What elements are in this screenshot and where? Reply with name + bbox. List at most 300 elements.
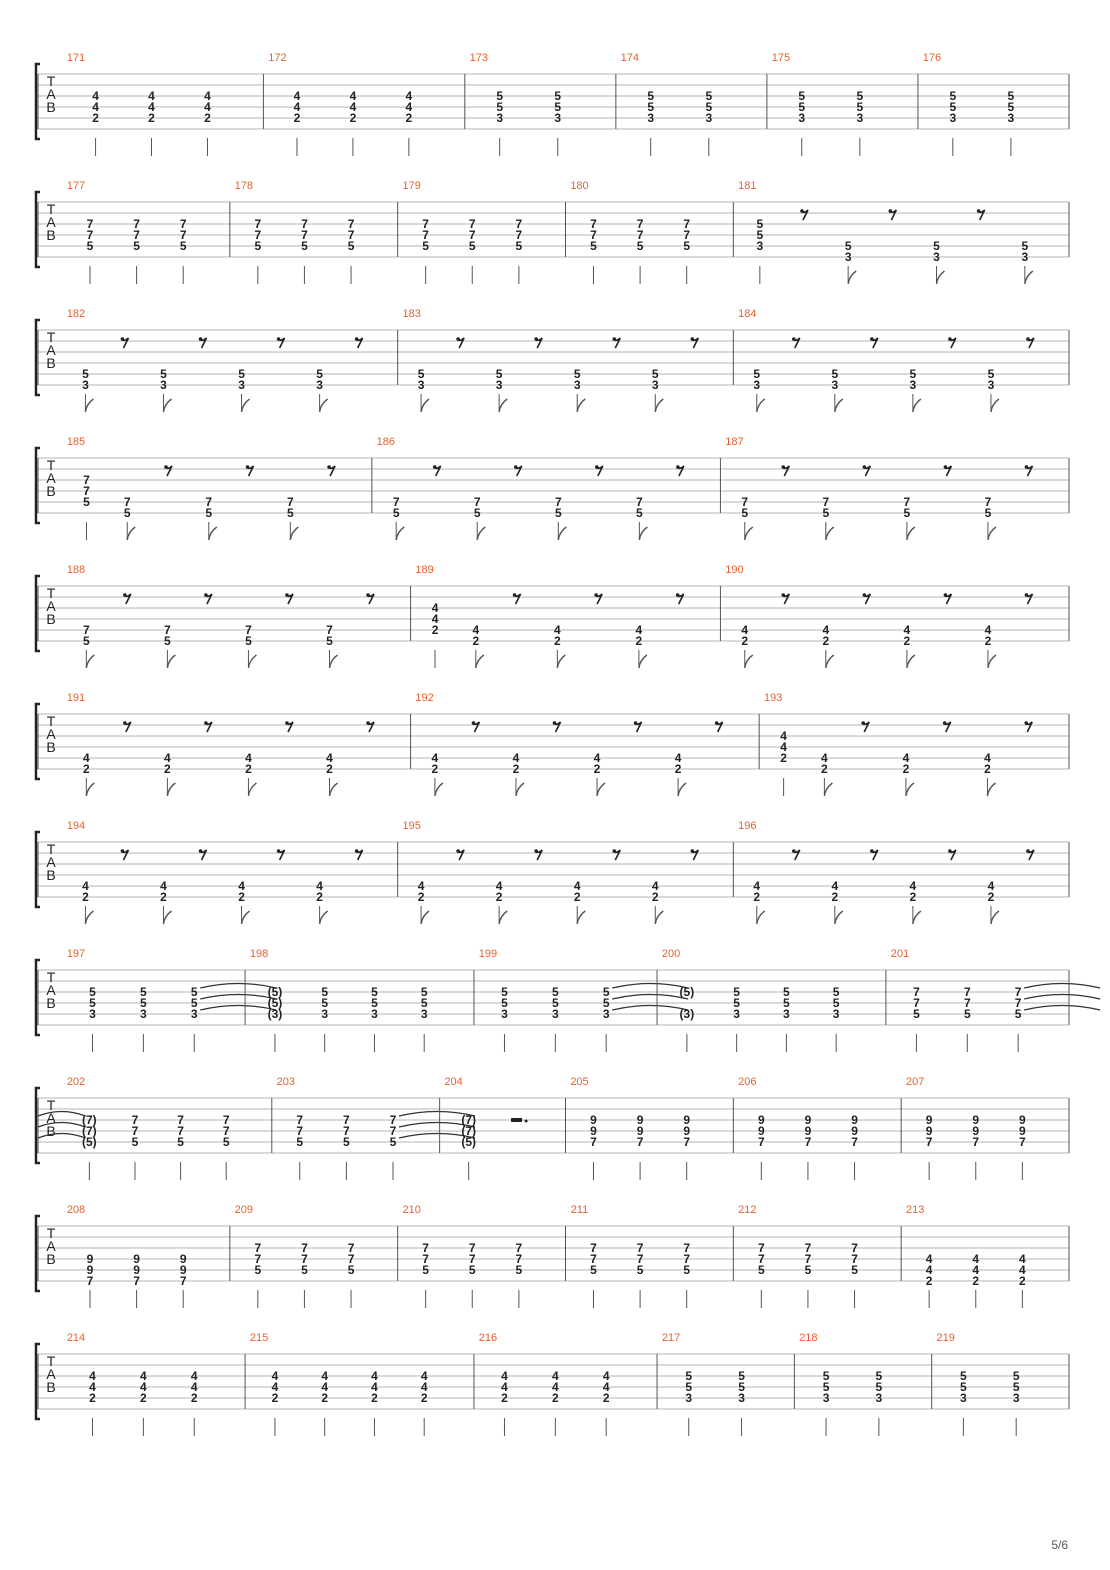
fret-number: 7 [683,1135,691,1149]
note-flag [516,783,524,796]
fret-number: 4 [472,623,480,637]
measure-number: 188 [66,564,86,576]
note-flag [757,399,765,412]
fret-number: 7 [683,228,691,242]
measure-number: 214 [66,1332,86,1344]
note-flag [86,783,94,796]
note-flag [577,911,585,924]
fret-number: 4 [822,623,830,637]
fret-number: 5 [82,367,89,381]
fret-number: 2 [204,111,211,125]
note-flag [678,783,686,796]
tab-system [36,52,1069,156]
note-flag [835,911,843,924]
note-flag [85,911,93,924]
fret-number: 5 [733,996,740,1010]
note-flag [906,783,914,796]
fret-number: 5 [190,996,198,1010]
fret-number: 4 [573,879,581,893]
fret-number: 7 [683,217,691,231]
rest-dot [513,593,517,597]
fret-number: 5 [822,1369,830,1383]
fret-number: 4 [635,623,643,637]
measure-number: 191 [66,692,86,704]
fret-number: 3 [844,250,852,264]
fret-number: 3 [651,378,659,392]
rest-dot [534,849,538,853]
fret-number: 5 [756,228,764,242]
fret-number: 4 [316,879,323,893]
measure-number: 182 [66,308,86,320]
fret-number: 5 [903,506,911,520]
fret-number: 5 [551,985,559,999]
measure [891,948,1100,1052]
fret-number: 5 [987,367,995,381]
fret-number: 7 [205,495,213,509]
measure [277,1076,475,1180]
fret-number: 5 [326,634,333,648]
rest-dot [691,337,695,341]
fret-number: 5 [222,1135,230,1149]
rest-dot [204,593,208,597]
fret-number: 7 [347,1252,355,1266]
fret-number: 3 [602,1007,610,1021]
fret-number: 7 [422,1252,429,1266]
fret-number: 2 [822,634,830,648]
fret-number: 2 [651,890,659,904]
fret-number: 7 [301,228,308,242]
fret-number: 7 [636,1135,644,1149]
tab-system [36,564,1069,668]
measure-number: 209 [234,1204,254,1216]
fret-number: 9 [851,1113,858,1127]
fret-number: 5 [832,996,840,1010]
fret-number: 5 [321,996,329,1010]
measure [250,948,474,1052]
fret-number: 5 [347,239,355,253]
rest-dot [781,593,785,597]
fret-number: 7 [301,1241,308,1255]
fret-number: 5 [179,239,187,253]
fret-number: 2 [551,1391,559,1405]
measure [738,308,1069,412]
fret-number: 7 [86,217,94,231]
fret-number: 3 [756,239,764,253]
fret-number: 7 [913,996,920,1010]
rest-dot [456,337,460,341]
fret-number: 4 [89,1380,96,1394]
fret-number: 2 [984,762,991,776]
fret-number: 7 [133,217,140,231]
fret-number: (5) [461,1135,477,1149]
tab-clef-letter: B [46,483,56,499]
tab-clef-letter: T [46,585,56,601]
fret-number: 4 [501,1369,508,1383]
fret-number: 5 [347,1263,355,1277]
fret-number: 2 [371,1391,378,1405]
note-flag [330,783,338,796]
tab-clef-letter: T [46,713,56,729]
fret-number: 4 [140,1380,147,1394]
tab-system [36,1332,1069,1436]
fret-number: 5 [1012,1380,1020,1394]
fret-number: 7 [254,228,262,242]
fret-number: 5 [371,985,378,999]
measure-number: 218 [799,1332,818,1344]
tab-clef-letter: B [46,867,56,883]
rest-dot [870,337,874,341]
fret-number: 4 [293,100,301,114]
fret-number: 3 [753,378,761,392]
fret-number: 9 [757,1113,765,1127]
measure-number: 176 [922,52,942,64]
tab-clef-letter: T [46,457,56,473]
fret-number: 5 [82,634,90,648]
fret-number: 4 [293,89,301,103]
fret-number: 2 [780,751,787,765]
fret-number: 4 [89,1369,96,1383]
fret-number: 7 [757,1252,765,1266]
fret-number: 7 [851,1135,858,1149]
fret-number: 3 [933,250,940,264]
fret-number: 5 [392,506,400,520]
fret-number: 5 [756,217,764,231]
rest-dot [944,593,948,597]
measure-number: 200 [661,948,681,960]
tie-arc [38,1112,85,1117]
fret-number: 7 [903,495,911,509]
fret-number: 5 [960,1369,967,1383]
note-flag [435,783,443,796]
measure [662,948,886,1052]
note-flag [913,399,921,412]
rest-dot [1026,337,1030,341]
measure [571,1204,734,1308]
rest-dot [246,465,250,469]
fret-number: 5 [647,100,655,114]
fret-number: 3 [832,1007,840,1021]
fret-number: 3 [783,1007,790,1021]
fret-number: 9 [179,1252,187,1266]
fret-number: 5 [1007,100,1015,114]
fret-number: 3 [909,378,917,392]
measure-number: 184 [738,308,757,320]
fret-number: 5 [501,996,508,1010]
fret-number: 7 [83,473,90,487]
note-flag [421,399,429,412]
rest-dot [123,721,127,725]
fret-number: 4 [140,1369,147,1383]
fret-number: 3 [875,1391,883,1405]
fret-number: 7 [963,996,971,1010]
fret-number: 7 [245,623,252,637]
fret-number: 7 [347,1241,355,1255]
tie-arc [200,995,276,1000]
fret-number: 7 [179,1274,187,1288]
fret-number: 2 [316,890,323,904]
fret-number: (5) [267,996,283,1010]
fret-number: 5 [798,100,806,114]
fret-number: 4 [551,1380,559,1394]
rest-dot [472,721,476,725]
fret-number: 2 [909,890,917,904]
fret-number: 2 [140,1391,147,1405]
rest-dot [948,849,952,853]
fret-number: 3 [321,1007,329,1021]
measure [738,180,1069,284]
fret-number: 9 [590,1113,597,1127]
fret-number: 7 [389,1113,397,1127]
fret-number: 5 [705,89,713,103]
fret-number: 2 [554,634,561,648]
measure-number: 216 [478,1332,498,1344]
fret-number: 5 [131,1135,139,1149]
fret-number: 5 [417,367,425,381]
fret-number: 2 [271,1391,279,1405]
measure [67,52,264,156]
rest-dot [525,1120,528,1123]
fret-number: 5 [296,1135,304,1149]
measure [67,820,398,924]
fret-number: 4 [405,100,413,114]
fret-number: 3 [140,1007,147,1021]
fret-number: 9 [636,1113,644,1127]
fret-number: 2 [431,762,439,776]
rest-dot [433,465,437,469]
tie-arc [612,984,688,989]
fret-number: 3 [495,378,503,392]
note-flag [290,527,298,540]
fret-number: 4 [417,879,425,893]
fret-number: 5 [515,239,523,253]
fret-number: 5 [321,985,329,999]
fret-number: 7 [515,217,523,231]
fret-number: 5 [554,506,562,520]
note-flag [330,655,338,668]
note-flag [242,399,250,412]
measure-number: 172 [268,52,287,64]
fret-number: 5 [913,1007,920,1021]
note-flag [248,655,256,668]
fret-number: 4 [271,1380,279,1394]
fret-number: 5 [636,506,643,520]
fret-number: 7 [468,217,476,231]
fret-number: 3 [949,111,957,125]
fret-number: 4 [321,1380,329,1394]
fret-number: (3) [679,1007,695,1021]
fret-number: 5 [245,634,252,648]
fret-number: 2 [238,890,245,904]
tab-clef-letter: B [46,227,56,243]
rest-dot [121,849,125,853]
measure-number: 206 [738,1076,757,1088]
rest-dot [277,849,281,853]
measure [67,692,411,796]
measure [738,820,1069,924]
fret-number: 5 [856,100,864,114]
note-flag [639,655,647,668]
rest-dot [1025,593,1029,597]
fret-number: 7 [683,1252,691,1266]
fret-number: 5 [389,1135,397,1149]
fret-number: 5 [733,985,740,999]
fret-number: 7 [963,985,971,999]
fret-number: 5 [164,634,171,648]
fret-number: 7 [804,1241,812,1255]
fret-number: 5 [738,1380,745,1394]
fret-number: 4 [741,623,749,637]
tab-clef-letter: A [46,1238,56,1254]
tab-clef-letter: B [46,739,56,755]
rest-dot [366,721,370,725]
fret-number: 5 [420,996,428,1010]
note-flag [167,655,175,668]
measure [67,180,230,284]
rest-dot [121,337,125,341]
fret-number: 9 [972,1124,980,1138]
measure [67,948,276,1052]
fret-number: 5 [495,367,503,381]
fret-number: 7 [296,1113,304,1127]
fret-number: 5 [286,506,294,520]
fret-number: 7 [683,1241,691,1255]
fret-number: 3 [705,111,713,125]
fret-number: 2 [148,111,155,125]
rest-dot [800,209,804,213]
tie-arc [612,995,688,1000]
fret-number: 2 [987,890,995,904]
measure [479,1332,657,1436]
fret-number: 9 [179,1263,187,1277]
fret-number: 3 [960,1391,967,1405]
fret-number: 9 [683,1124,691,1138]
note-flag [85,399,93,412]
note-flag [655,911,663,924]
rest-dot [612,849,616,853]
measure-number: 198 [249,948,269,960]
fret-number: 7 [468,1241,476,1255]
tab-clef-letter: A [46,854,56,870]
measure-number: 181 [738,180,757,192]
tab-clef-letter: A [46,982,56,998]
fret-number: 5 [798,89,806,103]
fret-number: 2 [984,634,992,648]
fret-number: 4 [602,1369,610,1383]
fret-number: 9 [133,1263,140,1277]
fret-number: 3 [647,111,655,125]
fret-number: 3 [831,378,839,392]
measure-number: 219 [936,1332,955,1344]
measure [923,52,1069,156]
fret-number: 5 [83,495,90,509]
note-flag [86,655,94,668]
fret-number: 5 [205,506,213,520]
measure-number: 197 [66,948,86,960]
measure [402,308,733,412]
rest-dot [355,849,359,853]
measure-number: 203 [276,1076,295,1088]
fret-number: 3 [987,378,995,392]
measure [799,1332,931,1436]
note-flag [835,399,843,412]
fret-number: 3 [190,1007,198,1021]
rest-dot [366,593,370,597]
fret-number: 7 [133,228,140,242]
fret-number: 7 [179,217,187,231]
note-flag [557,655,565,668]
measure-number: 192 [415,692,434,704]
fret-number: (5) [82,1135,97,1149]
fret-number: 5 [496,100,504,114]
rest-dot [691,849,695,853]
fret-number: 7 [804,1252,812,1266]
note-flag [1025,271,1033,284]
rest-dot [948,337,952,341]
measure [570,1076,733,1180]
tab-system [36,1204,1069,1308]
fret-number: 2 [245,762,252,776]
fret-number: 2 [89,1391,96,1405]
fret-number: 5 [86,239,94,253]
rest-dot [634,721,638,725]
fret-number: 7 [83,484,90,498]
fret-number: 4 [903,623,911,637]
note-flag [655,399,663,412]
fret-number: 5 [371,996,378,1010]
fret-number: 7 [590,1135,597,1149]
rest-dot [456,849,460,853]
tab-clef-letter: T [46,1097,56,1113]
note-flag [745,527,753,540]
measure [906,1076,1069,1180]
fret-number: 2 [674,762,682,776]
fret-number: 5 [844,239,852,253]
fret-number: 4 [972,1263,980,1277]
fret-number: 3 [856,111,864,125]
fret-number: 2 [431,623,439,637]
fret-number: 3 [316,378,323,392]
measure-number: 178 [234,180,254,192]
note-flag [320,399,328,412]
fret-number: 5 [140,985,147,999]
tab-clef-letter: A [46,1366,56,1382]
measure-number: 187 [725,436,744,448]
fret-number: 5 [822,1380,830,1394]
fret-number: 5 [1021,239,1029,253]
rest-dot [1024,721,1028,725]
fret-number: 5 [1012,1369,1020,1383]
tab-clef-letter: B [46,355,56,371]
measure-number: 173 [469,52,488,64]
fret-number: 9 [1019,1124,1026,1138]
fret-number: 7 [86,228,94,242]
fret-number: 7 [286,495,294,509]
fret-number: 5 [501,985,508,999]
note-flag [396,527,404,540]
fret-number: 2 [190,1391,198,1405]
rest-dot [595,465,599,469]
fret-number: 7 [972,1135,980,1149]
fret-number: 9 [804,1124,812,1138]
fret-number: 2 [495,890,503,904]
note-flag [848,271,856,284]
fret-number: 3 [798,111,806,125]
fret-number: 2 [972,1274,980,1288]
measure [415,564,720,668]
measure-number: 177 [66,180,86,192]
fret-number: 3 [1007,111,1015,125]
fret-number: 9 [972,1113,980,1127]
